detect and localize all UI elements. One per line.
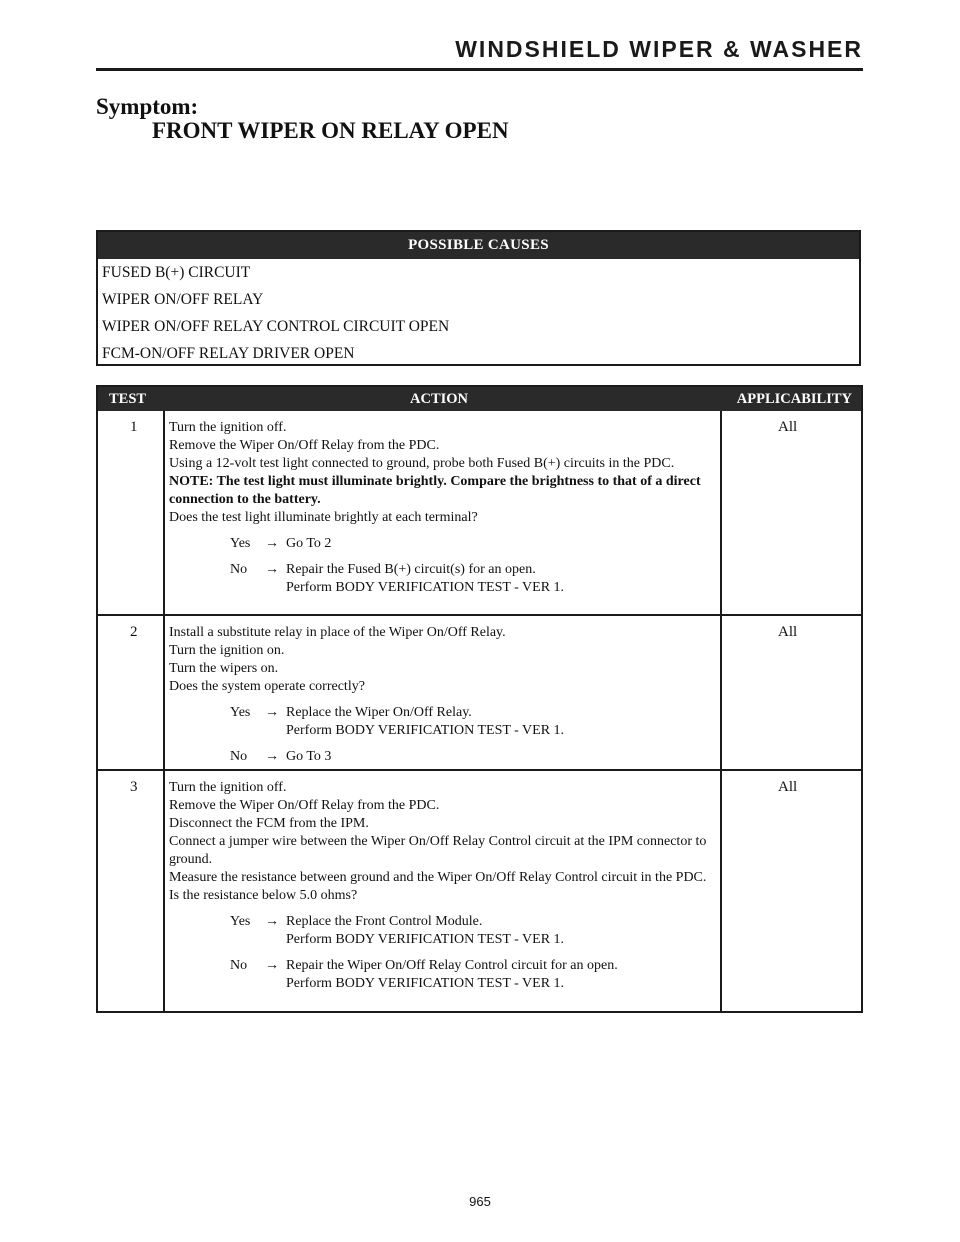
action-step: Connect a jumper wire between the Wiper On/Off Relay Control circuit at the IPM connector to ground. [169,834,707,867]
arrow-icon: → [265,562,279,577]
test-number: 3 [130,779,138,795]
test-number: 2 [130,624,138,640]
arrow-icon: → [265,705,279,720]
cause-item: FUSED B(+) CIRCUIT [102,264,251,281]
no-answer [169,561,719,597]
test-row [98,771,861,1011]
action-question: Does the test light illuminate brightly at each terminal? [169,510,478,525]
answer-result: Repair the Fused B(+) circuit(s) for an open. [286,562,536,577]
answer-label: No [230,562,248,577]
action-note: NOTE: The test light must illuminate brightly. Compare the brightness to that of a direct connection to the battery. [169,474,701,507]
yes-answer [169,704,719,740]
answer-label: No [230,749,248,764]
answer-followup: Perform BODY VERIFICATION TEST - VER 1. [286,932,565,947]
action-step: Turn the wipers on. [169,661,279,676]
yes-answer [169,535,719,553]
test-applicability: All [778,419,798,435]
arrow-icon: → [265,749,279,764]
arrow-icon: → [265,536,279,551]
answer-result: Repair the Wiper On/Off Relay Control circuit for an open. [286,958,618,973]
cause-item: WIPER ON/OFF RELAY [102,291,264,308]
header-rule [96,68,863,71]
symptom-label: Symptom: [96,94,199,119]
symptom-title: FRONT WIPER ON RELAY OPEN [152,118,509,143]
action-question: Is the resistance below 5.0 ohms? [169,888,358,903]
test-row [98,411,861,614]
test-column-header: TEST [109,391,147,407]
action-step: Measure the resistance between ground and the Wiper On/Off Relay Control circuit in the PDC. [169,870,707,885]
test-row [98,616,861,769]
test-applicability: All [778,624,798,640]
arrow-icon: → [265,958,279,973]
answer-label: Yes [230,705,251,720]
cause-item: FCM-ON/OFF RELAY DRIVER OPEN [102,345,355,362]
answer-followup: Perform BODY VERIFICATION TEST - VER 1. [286,976,565,991]
applicability-column-header: APPLICABILITY [736,391,852,407]
answer-label: No [230,958,248,973]
action-step: Disconnect the FCM from the IPM. [169,816,369,831]
action-step: Turn the ignition off. [169,420,287,435]
test-number: 1 [130,419,138,435]
page-number: 965 [469,1194,491,1209]
answer-label: Yes [230,536,251,551]
answer-result: Replace the Front Control Module. [286,914,483,929]
answer-followup: Perform BODY VERIFICATION TEST - VER 1. [286,580,565,595]
test-action [169,419,719,597]
page-header-title: WINDSHIELD WIPER & WASHER [455,36,863,62]
possible-causes-table [96,230,861,366]
test-action [169,624,719,766]
arrow-icon: → [265,914,279,929]
action-column-header: ACTION [410,391,469,407]
answer-result: Go To 2 [286,536,332,551]
action-step: Install a substitute relay in place of the Wiper On/Off Relay. [169,625,506,640]
test-applicability: All [778,779,798,795]
cause-item: WIPER ON/OFF RELAY CONTROL CIRCUIT OPEN [102,318,450,335]
action-step: Remove the Wiper On/Off Relay from the PDC. [169,438,440,453]
test-action [169,779,719,993]
action-step: Using a 12-volt test light connected to ground, probe both Fused B(+) circuits in the PDC. [169,456,675,471]
test-procedure-table [96,385,863,1013]
yes-answer [169,913,719,949]
answer-result: Go To 3 [286,749,332,764]
answer-result: Replace the Wiper On/Off Relay. [286,705,472,720]
possible-causes-heading: POSSIBLE CAUSES [98,232,859,259]
test-table-header [98,387,861,411]
action-step: Turn the ignition on. [169,643,285,658]
answer-followup: Perform BODY VERIFICATION TEST - VER 1. [286,723,565,738]
answer-label: Yes [230,914,251,929]
no-answer [169,748,719,766]
action-step: Turn the ignition off. [169,780,287,795]
action-step: Remove the Wiper On/Off Relay from the PDC. [169,798,440,813]
no-answer [169,957,719,993]
action-question: Does the system operate correctly? [169,679,365,694]
